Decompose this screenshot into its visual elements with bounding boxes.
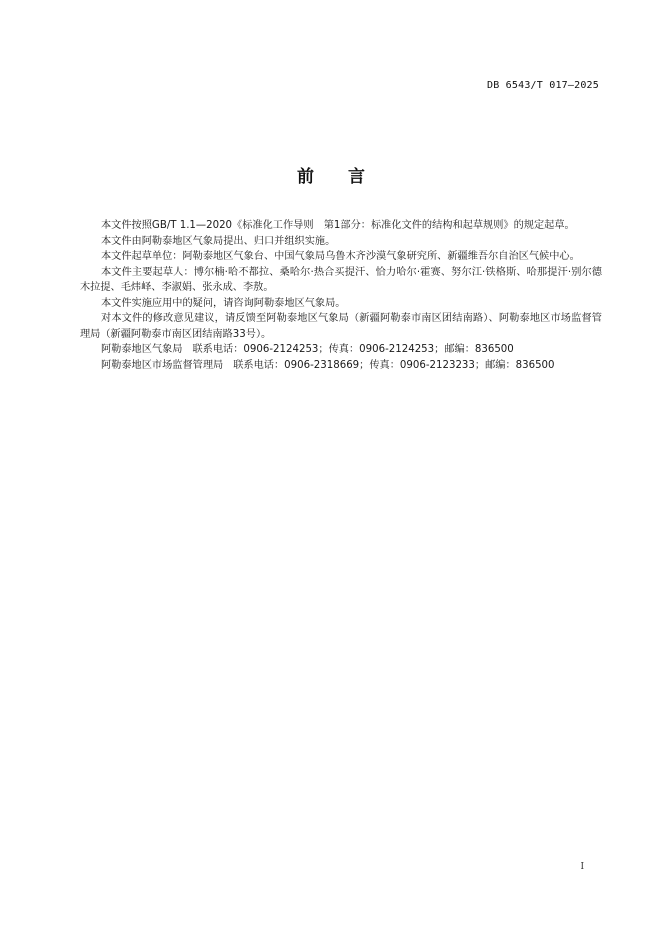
contact-org: 阿勒泰地区气象局 (101, 344, 183, 355)
foreword-paragraph: 本文件主要起草人：博尔楠·哈不都拉、桑哈尔·热合买提汗、恰力哈尔·霍赛、努尔江·铁格斯、哈那提汗·别尔德木拉提、毛炜峄、李淑娟、张永成、李敖。 (80, 266, 602, 293)
page-number: I (580, 862, 584, 872)
contact-line (80, 342, 602, 358)
foreword-paragraph: 本文件按照GB/T 1.1—2020《标准化工作导则 第1部分：标准化文件的结构和起草规则》的规定起草。 (101, 220, 575, 231)
foreword-paragraph: 本文件起草单位：阿勒泰地区气象台、中国气象局乌鲁木齐沙漠气象研究所、新疆维吾尔自治区气候中心。 (101, 251, 580, 262)
foreword-paragraph: 本文件实施应用中的疑问，请咨询阿勒泰地区气象局。 (101, 297, 346, 309)
contact-org: 阿勒泰地区市场监督管理局 (101, 359, 224, 371)
contact-line (80, 358, 602, 374)
contact-details: 联系电话：0906-2318669；传真：0906-2123233；邮编：836500 (233, 359, 555, 371)
contact-details: 联系电话：0906-2124253；传真：0906-2124253；邮编：836500 (192, 344, 514, 355)
document-code: DB 6543/T 017—2025 (487, 80, 599, 91)
foreword-body (80, 218, 602, 373)
foreword-paragraph: 对本文件的修改意见建议，请反馈至阿勒泰地区气象局（新疆阿勒泰市南区团结南路）、阿勒泰地区市场监督管理局（新疆阿勒泰市南区团结南路33号）。 (80, 313, 602, 340)
page-title: 前言 (297, 167, 399, 187)
foreword-paragraph: 本文件由阿勒泰地区气象局提出、归口并组织实施。 (101, 235, 336, 247)
